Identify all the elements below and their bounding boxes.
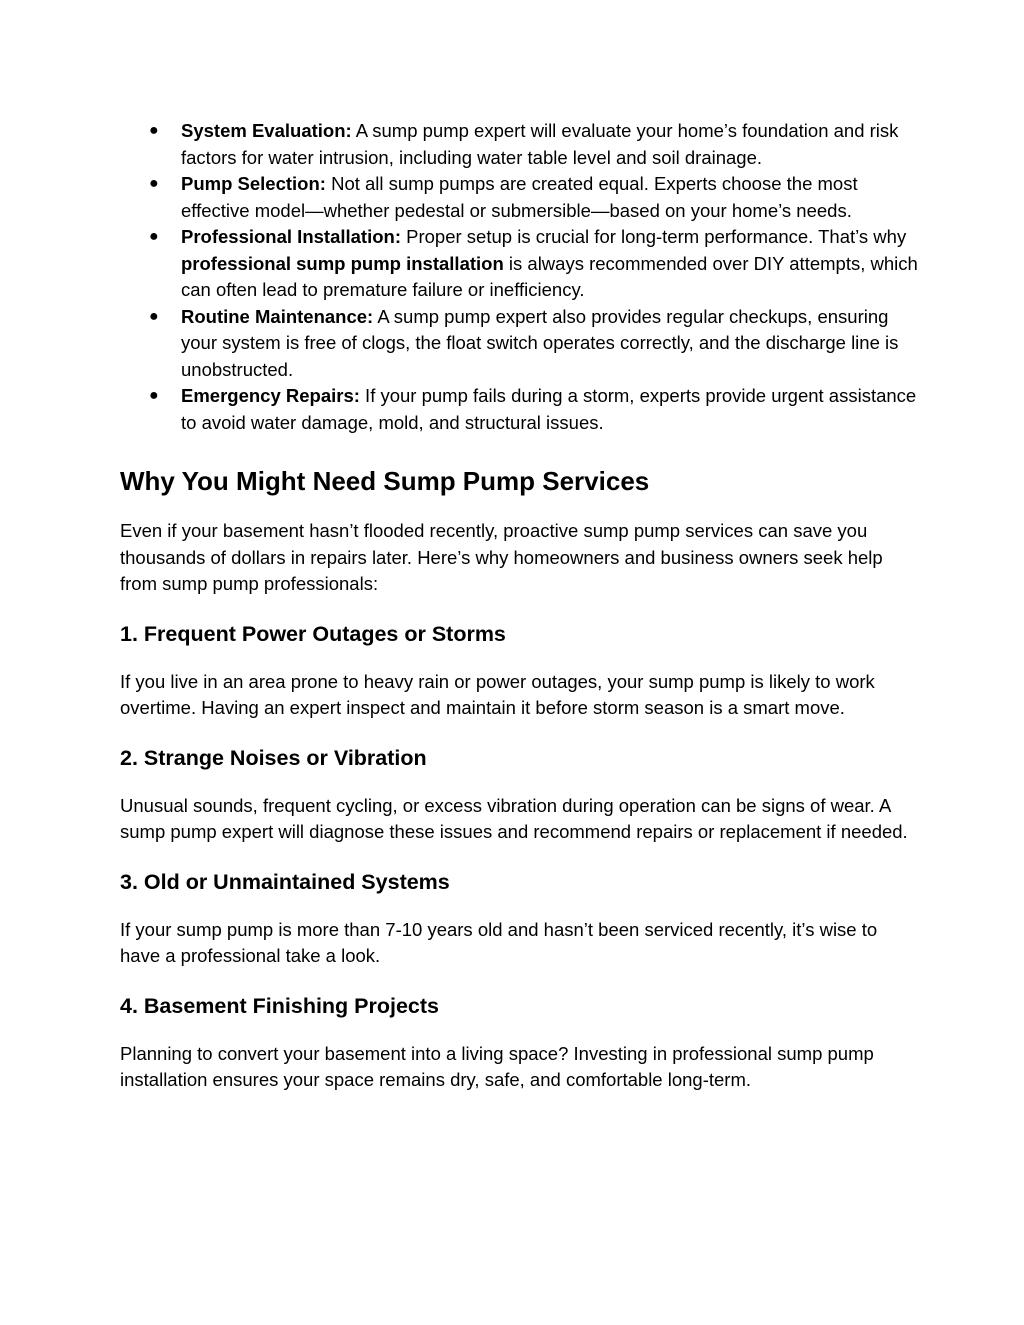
list-item [120, 171, 920, 224]
bullet-text: If your pump fails during a storm, experts provide urgent assistance to avoid water damage, mold, and structural issues. [181, 385, 917, 433]
subsection-heading: 4. Basement Finishing Projects [120, 993, 440, 1018]
subsection-heading: 3. Old or Unmaintained Systems [120, 869, 450, 894]
subsection-heading: 2. Strange Noises or Vibration [120, 745, 427, 770]
bullet-title: Routine Maintenance: [181, 305, 374, 327]
bullet-title: Pump Selection: [181, 173, 326, 194]
bullet-text: A sump pump expert also provides regular checkups, ensuring your system is free of clogs, the float switch operates correctly, and the discharge line is unobstructed. [181, 305, 899, 380]
bullet-text: Proper setup is crucial for long-term performance. That’s why [401, 226, 907, 247]
subsection-body: Unusual sounds, frequent cycling, or excess vibration during operation can be signs of wear. A sump pump expert will diagnose these issues and recommend repairs or replacement if needed. [120, 794, 908, 842]
bullet-title: System Evaluation: [181, 120, 352, 141]
list-item [120, 383, 920, 436]
section-heading: Why You Might Need Sump Pump Services [120, 466, 650, 496]
subsection-body: If your sump pump is more than 7-10 years old and hasn’t been serviced recently, it’s wise to have a professional take a look. [120, 918, 878, 966]
bullet-title: Emergency Repairs: [181, 385, 360, 406]
list-item [120, 224, 920, 304]
bullet-strong-phrase: professional sump pump installation [181, 252, 504, 274]
bullet-text: Not all sump pumps are created equal. Experts choose the most effective model—whether pedestal or submersible—based on your home’s needs. [181, 173, 858, 221]
services-bullet-list [120, 118, 920, 436]
bullet-title: Professional Installation: [181, 226, 401, 247]
subsection-heading: 1. Frequent Power Outages or Storms [120, 621, 506, 646]
subsection-body: If you live in an area prone to heavy rain or power outages, your sump pump is likely to work overtime. Having an expert inspect and maintain it before storm season is a smart move. [120, 670, 875, 718]
bullet-text: is always recommended over DIY attempts, which can often lead to premature failure or inefficiency. [181, 252, 918, 300]
section-intro: Even if your basement hasn’t flooded recently, proactive sump pump services can save you thousands of dollars in repairs later. Here’s why homeowners and business owners seek help from sump pump professionals: [120, 520, 883, 594]
document-page [120, 118, 920, 1094]
bullet-icon: ● [149, 307, 159, 325]
list-item [120, 304, 920, 384]
bullet-icon: ● [149, 122, 159, 139]
bullet-icon: ● [149, 175, 159, 192]
bullet-icon: ● [149, 387, 159, 404]
subsection-body: Planning to convert your basement into a living space? Investing in professional sump pump installation ensures your space remains dry, safe, and comfortable long-term. [120, 1042, 874, 1090]
bullet-icon: ● [149, 228, 159, 245]
list-item [120, 118, 920, 171]
bullet-text: A sump pump expert will evaluate your home’s foundation and risk factors for water intrusion, including water table level and soil drainage. [181, 120, 899, 168]
